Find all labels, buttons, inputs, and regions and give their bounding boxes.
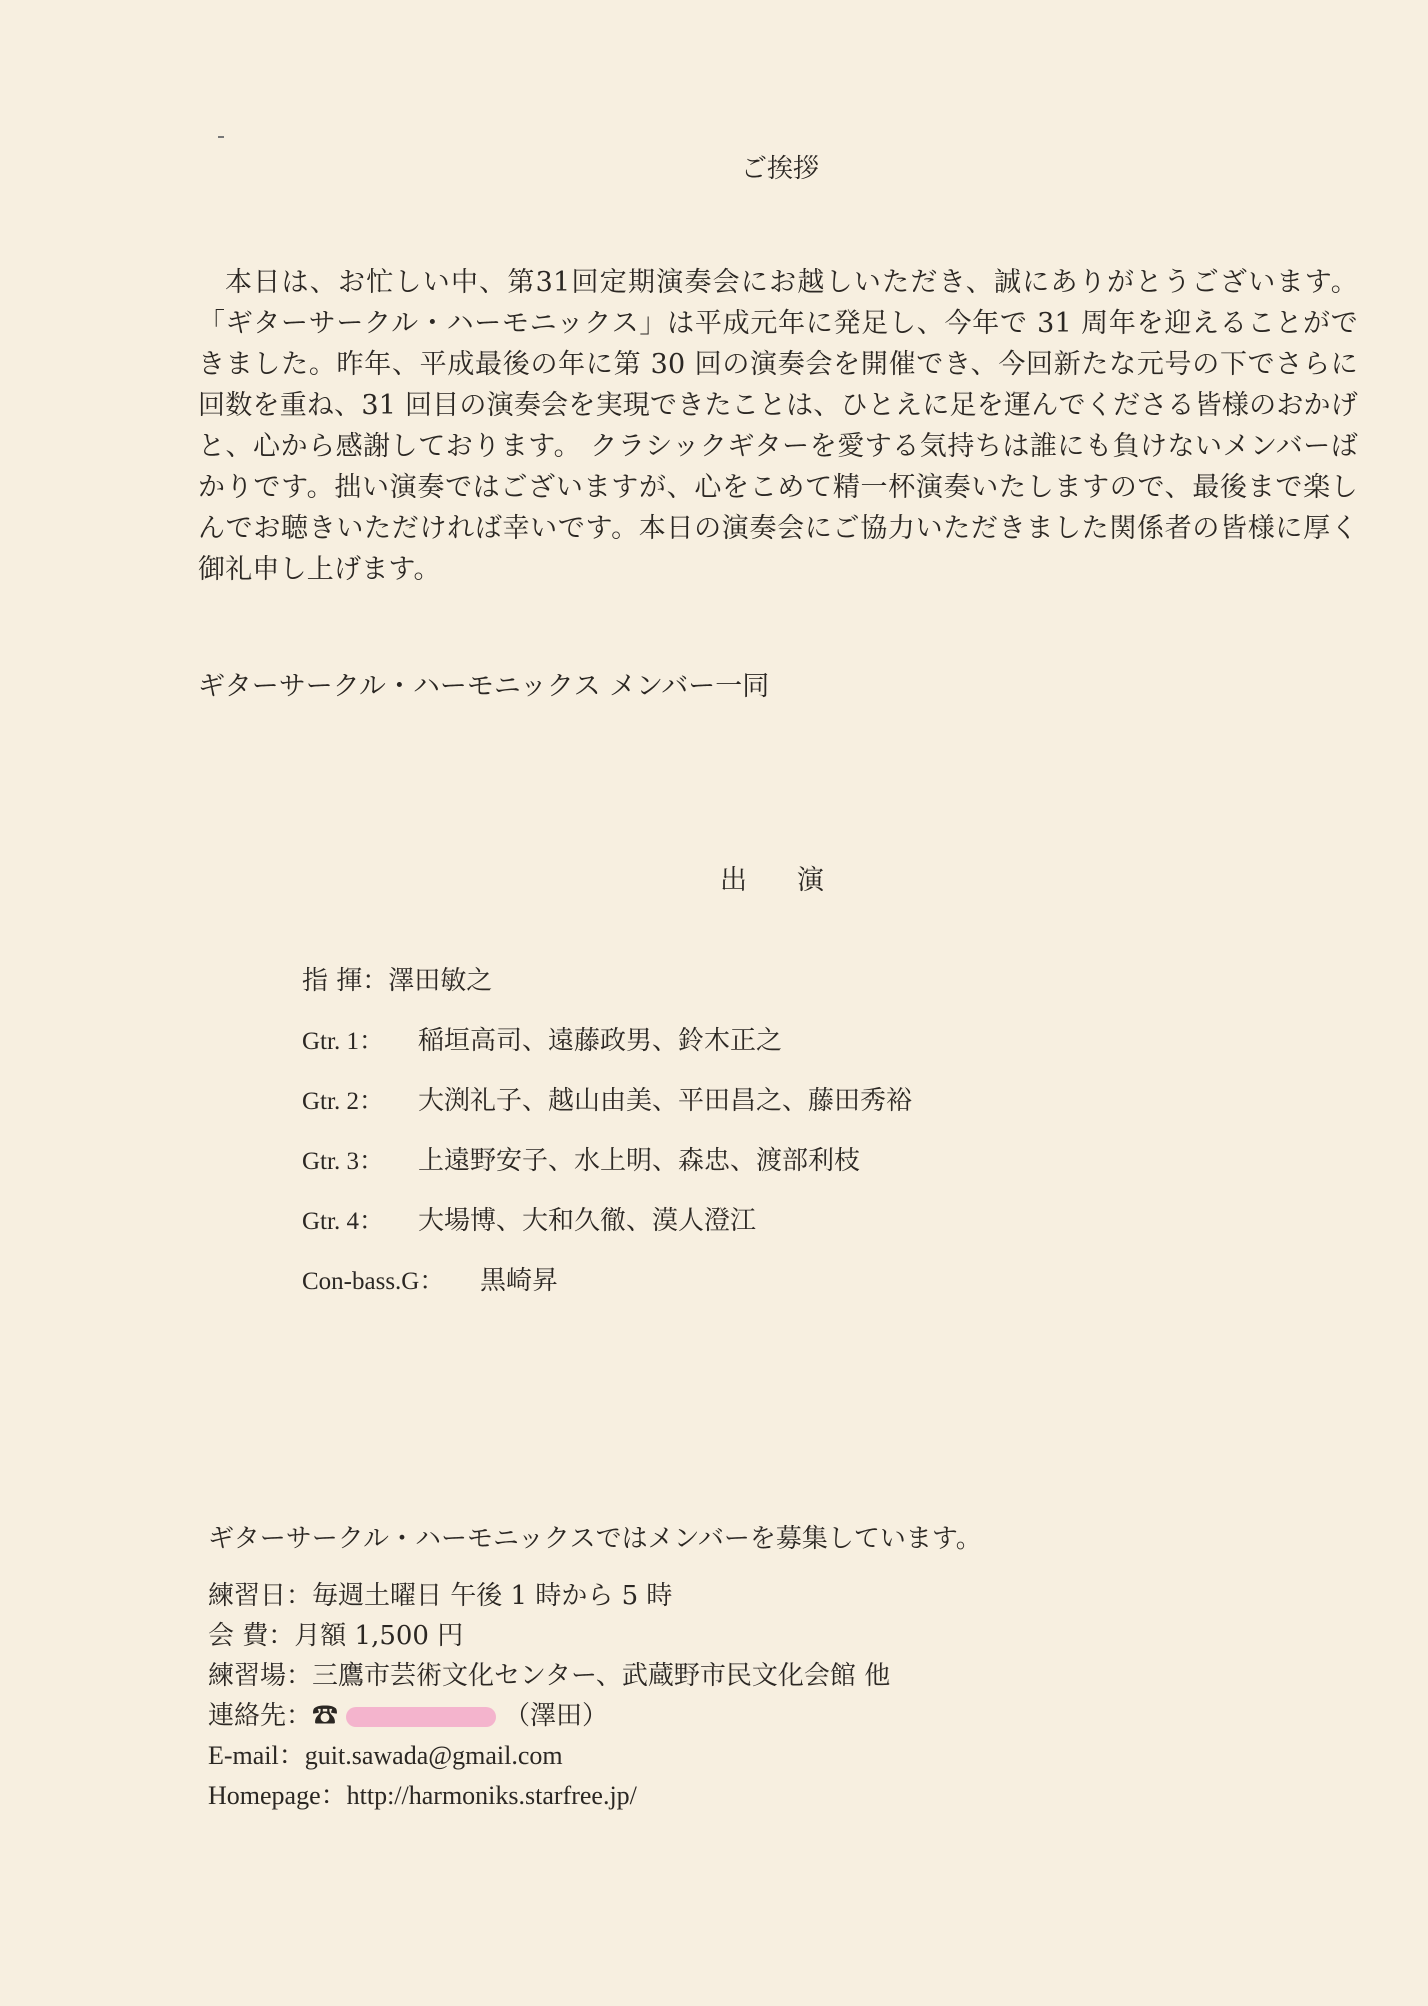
roster-row [302,1020,782,1057]
conductor-row [302,960,492,997]
part-members: 稲垣高司、遠藤政男、鈴木正之 [418,1026,783,1056]
roster-row [302,1140,860,1177]
venue-row [208,1656,890,1696]
contact-name: （澤田） [504,1701,609,1731]
page-title: ご挨拶 [740,154,819,184]
fee-row [208,1616,890,1656]
roster-row [302,1200,756,1237]
practice-day-value: 毎週土曜日 午後 1 時から 5 時 [312,1581,673,1611]
fee-label: 会 費： [208,1621,295,1651]
greeting-text: 本日は、お忙しい中、第31回定期演奏会にお越しいただき、誠にありがとうございます。「ギターサークル・ハーモニックス」は平成元年に発足し、今年で 31 周年を迎えることができました。昨年、平成最後の年に第 30 回の演奏会を開催でき、今回新たな元号の下でさらに回数を重ね、31 回目の演奏会を実現できたことは、ひとえに足を運んでくださる皆様のおかげと、心から感謝しております。 クラシックギターを愛する気持ちは誰にも負けないメンバーばかりです。拙い演奏ではございますが、心をこめて精一杯演奏いたしますので、最後まで楽しんでお聴きいただければ幸いです。本日の演奏会にご協力いただきました関係者の皆様に厚く御礼申し上げます。 [198,267,1358,585]
part-members: 大渕礼子、越山由美、平田昌之、藤田秀裕 [418,1086,913,1116]
redacted-phone-number [346,1707,496,1727]
practice-day-row [208,1576,890,1616]
fee-value: 月額 1,500 円 [294,1621,464,1651]
venue-value: 三鷹市芸術文化センター、武蔵野市民文化会館 他 [312,1661,891,1691]
part-label: Gtr. 1： [302,1028,384,1055]
practice-day-label: 練習日： [208,1581,313,1611]
telephone-icon: ☎ [312,1701,339,1731]
part-label: Gtr. 2： [302,1088,384,1115]
contact-row [208,1696,890,1736]
venue-label: 練習場： [208,1661,313,1691]
part-members: 上遠野安子、水上明、森忠、渡部利枝 [418,1146,861,1176]
homepage-row [208,1776,890,1816]
homepage-label: Homepage： [208,1781,347,1810]
conductor-name: 澤田敏之 [388,966,493,996]
contact-label: 連絡先： [208,1701,313,1731]
part-members: 大場博、大和久徹、漠人澄江 [418,1206,757,1236]
signature: ギターサークル・ハーモニックス メンバー一同 [198,671,770,702]
part-members: 黒崎昇 [480,1266,559,1296]
greeting-paragraph [198,262,1358,590]
cast-heading: 出演 [720,865,874,896]
part-label: Gtr. 3： [302,1148,384,1175]
part-label: Con-bass.G： [302,1268,445,1295]
homepage-link[interactable]: http://harmoniks.starfree.jp/ [346,1781,637,1810]
roster-row [302,1080,912,1117]
part-label: Gtr. 4： [302,1208,384,1235]
stray-mark [218,136,224,138]
recruit-notice: ギターサークル・ハーモニックスではメンバーを募集しています。 [208,1524,982,1554]
email-row [208,1736,890,1776]
email-label: E-mail： [208,1741,305,1770]
contact-info [208,1576,890,1816]
email-value: guit.sawada@gmail.com [304,1741,563,1770]
roster-row [302,1260,558,1297]
conductor-label: 指 揮： [302,966,389,996]
